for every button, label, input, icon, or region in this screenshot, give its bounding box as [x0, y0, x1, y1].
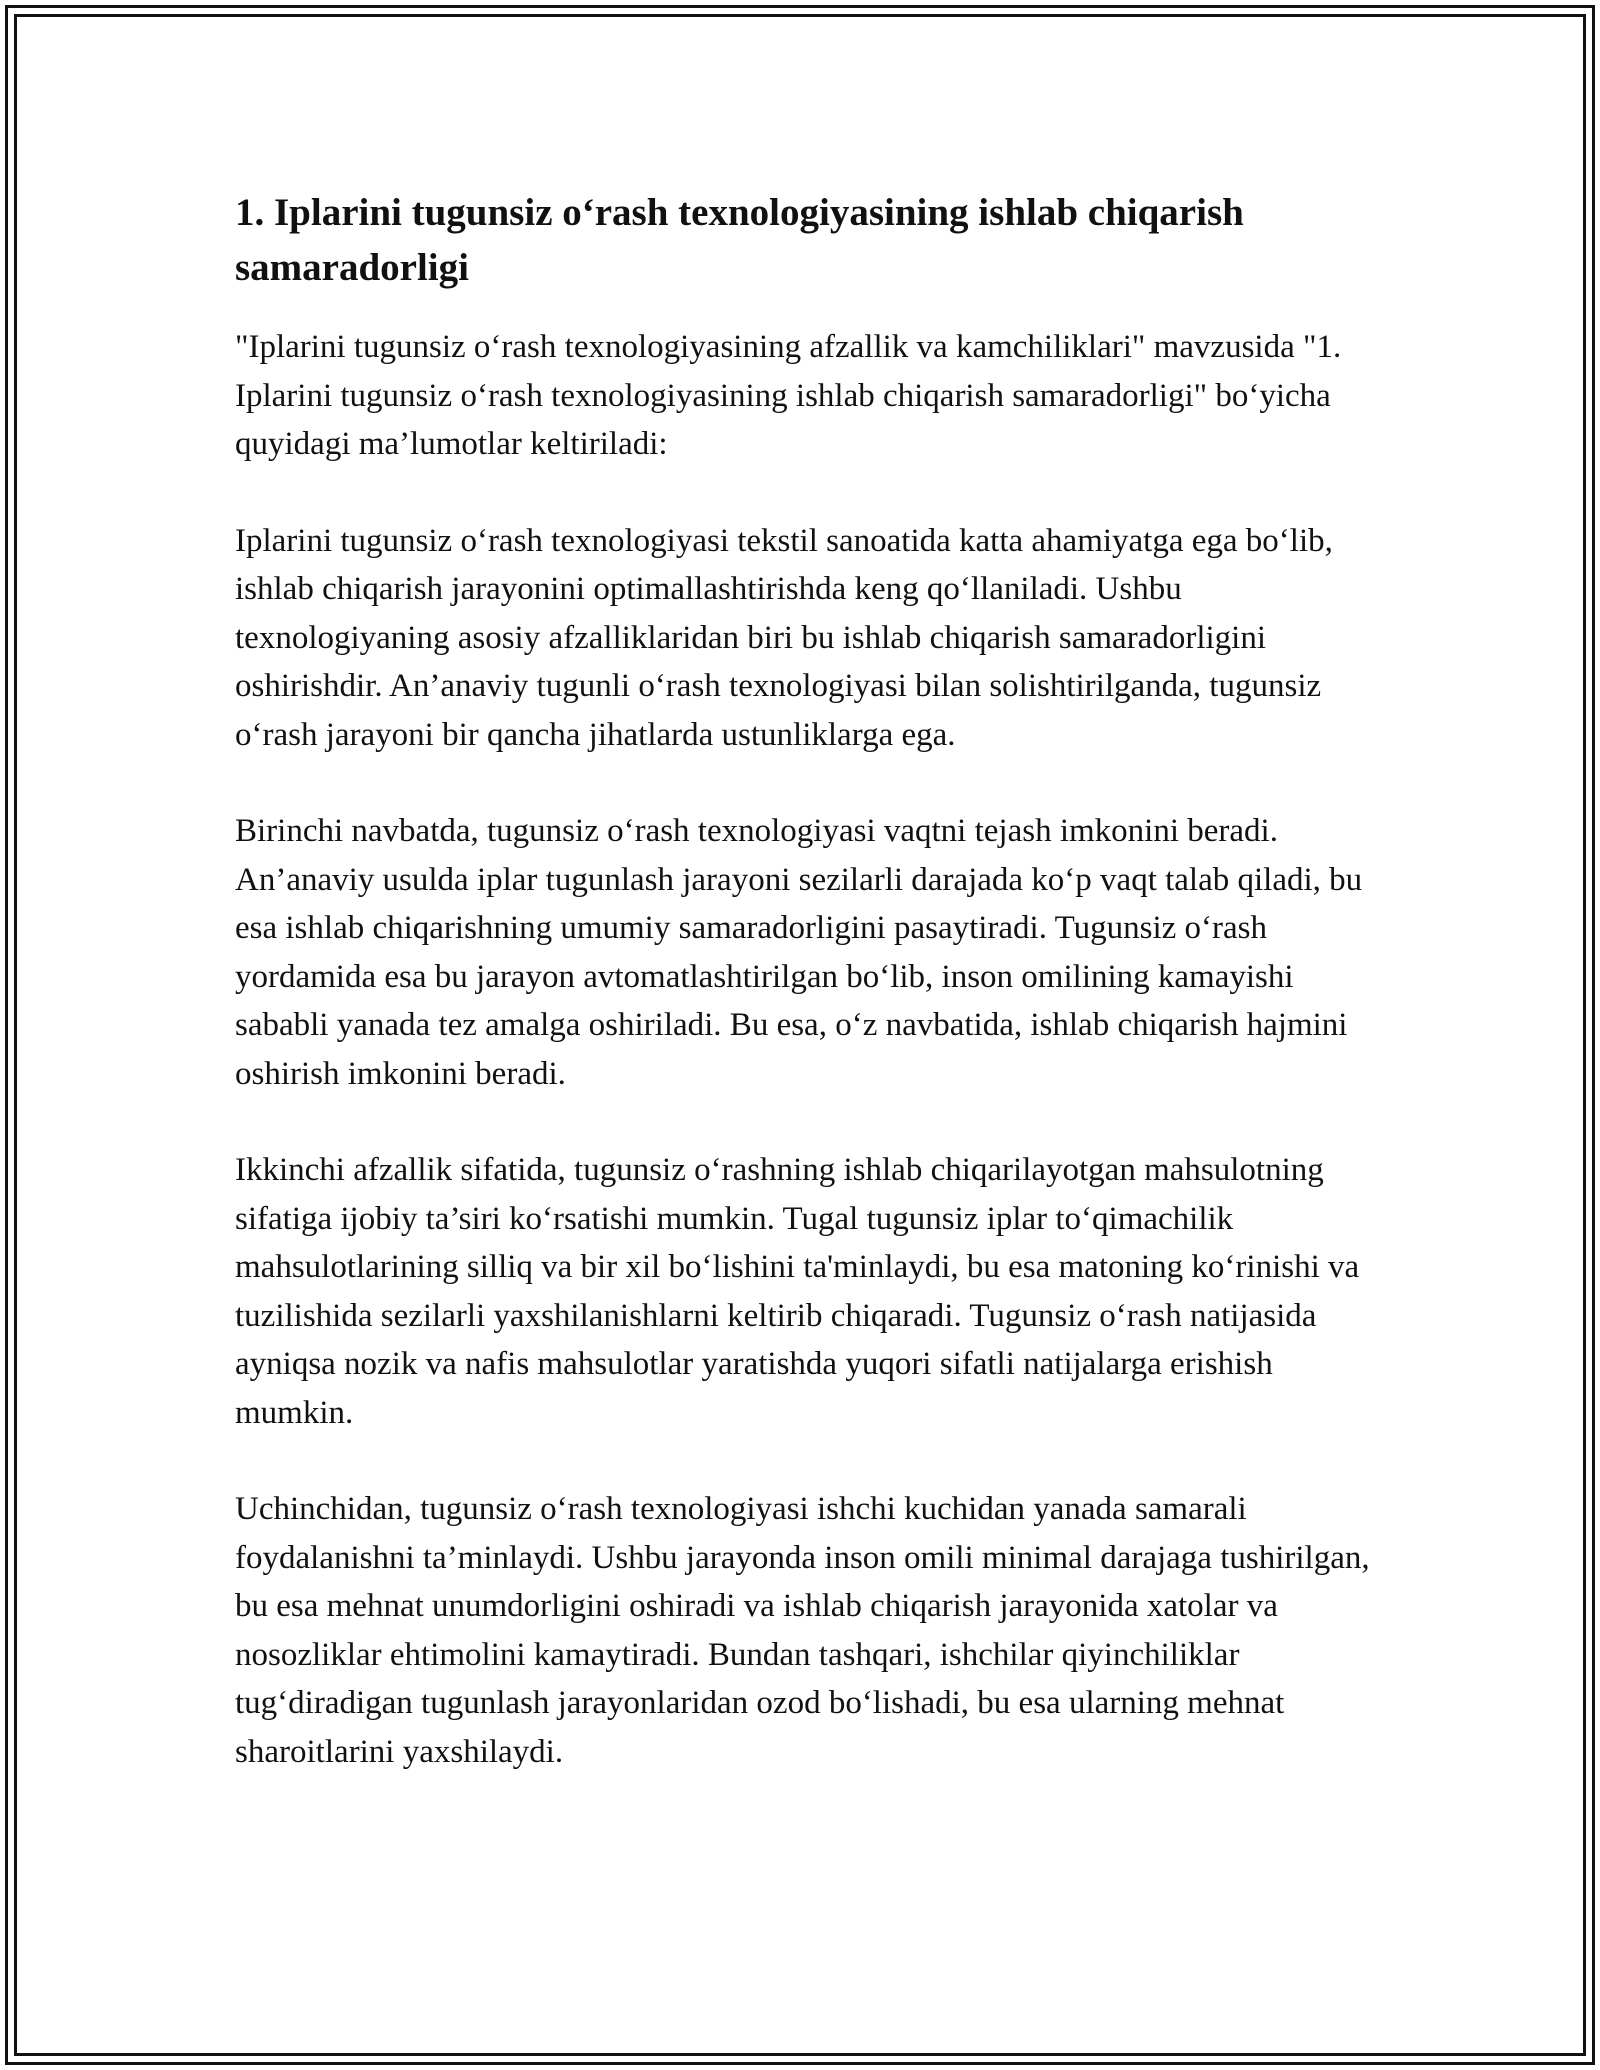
first-advantage-paragraph: Birinchi navbatda, tugunsiz o‘rash texnologiyasi vaqtni tejash imkonini beradi. An’anaviy usulda iplar tugunlash jarayoni sezilarli darajada ko‘p vaqt talab qiladi, bu esa ishlab chiqarishning umumiy samaradorligini pasaytiradi. Tugunsiz o‘rash yordamida esa bu jarayon avtomatlashtirilgan bo‘lib, inson omilining kamayishi sababli yanada tez amalga oshiriladi. Bu esa, o‘z navbatida, ishlab chiqarish hajmini oshirish imkonini beradi.	[235, 813, 1363, 1092]
third-advantage-paragraph: Uchinchidan, tugunsiz o‘rash texnologiyasi ishchi kuchidan yanada samarali foydalanishni ta’minlaydi. Ushbu jarayonda inson omili minimal darajaga tushirilgan, bu esa mehnat unumdorligini oshiradi va ishlab chiqarish jarayonida xatolar va nosozliklar ehtimolini kamaytiradi. Bundan tashqari, ishchilar qiyinchiliklar tug‘diradigan tugunlash jarayonlaridan ozod bo‘lishadi, bu esa ularning mehnat sharoitlarini yaxshilaydi.	[235, 1491, 1370, 1770]
second-advantage-paragraph: Ikkinchi afzallik sifatida, tugunsiz o‘rashning ishlab chiqarilayotgan mahsulotning sifatiga ijobiy ta’siri ko‘rsatishi mumkin. Tugal tugunsiz iplar to‘qimachilik mahsulotlarining silliq va bir xil bo‘lishini ta'minlaydi, bu esa matoning ko‘rinishi va tuzilishida sezilarli yaxshilanishlarni keltirib chiqaradi. Tugunsiz o‘rash natijasida ayniqsa nozik va nafis mahsulotlar yaratishda yuqori sifatli natijalarga erishish mumkin.	[235, 1152, 1360, 1431]
overview-paragraph: Iplarini tugunsiz o‘rash texnologiyasi tekstil sanoatida katta ahamiyatga ega bo‘lib, ishlab chiqarish jarayonini optimallashtirishda keng qo‘llaniladi. Ushbu texnologiyaning asosiy afzalliklaridan biri bu ishlab chiqarish samaradorligini oshirishdir. An’anaviy tugunli o‘rash texnologiyasi bilan solishtirilganda, tugunsiz o‘rash jarayoni bir qancha jihatlarda ustunliklarga ega.	[235, 522, 1333, 753]
document-body	[235, 185, 1375, 1824]
intro-paragraph: "Iplarini tugunsiz o‘rash texnologiyasining afzallik va kamchiliklari" mavzusida "1. Iplarini tugunsiz o‘rash texnologiyasining ishlab chiqarish samaradorligi" bo‘yicha quyidagi ma’lumotlar keltiriladi:	[235, 329, 1342, 462]
page-title: 1. Iplarini tugunsiz o‘rash texnologiyasining ishlab chiqarish samaradorligi	[235, 191, 1244, 289]
